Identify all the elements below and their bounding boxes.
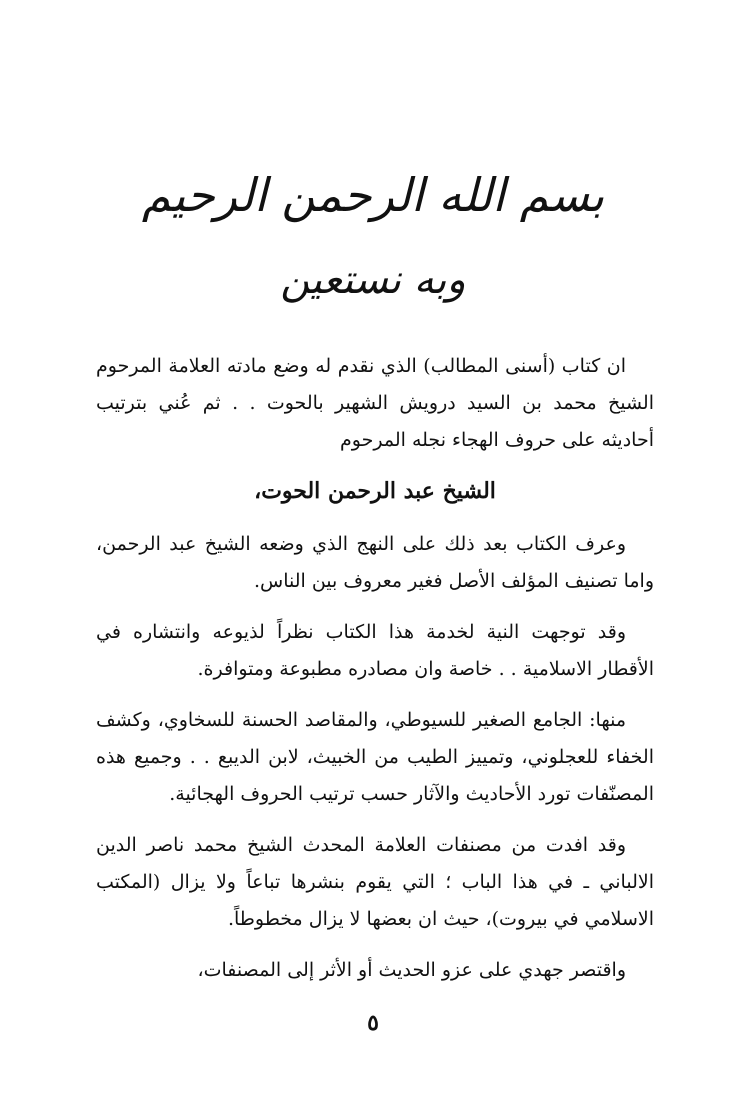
body-text — [96, 348, 654, 1003]
paragraph: وقد افدت من مصنفات العلامة المحدث الشيخ محمد ناصر الدين الالباني ـ في هذا الباب ؛ التي يقوم بنشرها تباعاً ولا يزال (المكتب الاسلامي في بيروت)، حيث ان بعضها لا يزال مخطوطاً. — [96, 834, 654, 930]
paragraph: وعرف الكتاب بعد ذلك على النهج الذي وضعه الشيخ عبد الرحمن، واما تصنيف المؤلف الأصل فغير معروف بين الناس. — [96, 533, 654, 592]
section-heading: الشيخ عبد الرحمن الحوت، — [254, 478, 496, 504]
paragraph: منها: الجامع الصغير للسيوطي، والمقاصد الحسنة للسخاوي، وكشف الخفاء للعجلوني، وتمييز الطيب من الخبيث، لابن الديبع . . وجميع هذه المصنّفات تورد الأحاديث والآثار حسب ترتيب الحروف الهجائية. — [96, 709, 654, 805]
subheading: وبه نستعين — [280, 257, 466, 303]
paragraph: واقتصر جهدي على عزو الحديث أو الأثر إلى المصنفات، — [197, 959, 626, 981]
basmala-heading: بسم الله الرحمن الرحيم — [141, 168, 605, 222]
paragraph: وقد توجهت النية لخدمة هذا الكتاب نظراً لذيوعه وانتشاره في الأقطار الاسلامية . . خاصة وان مصادره مطبوعة ومتوافرة. — [96, 621, 654, 680]
page-number: ٥ — [367, 1010, 379, 1036]
paragraph: ان كتاب (أسنى المطالب) الذي نقدم له وضع مادته العلامة المرحوم الشيخ محمد بن السيد درويش الشهير بالحوت . . ثم عُني بترتيب أحاديثه على حروف الهجاء نجله المرحوم — [96, 355, 654, 451]
